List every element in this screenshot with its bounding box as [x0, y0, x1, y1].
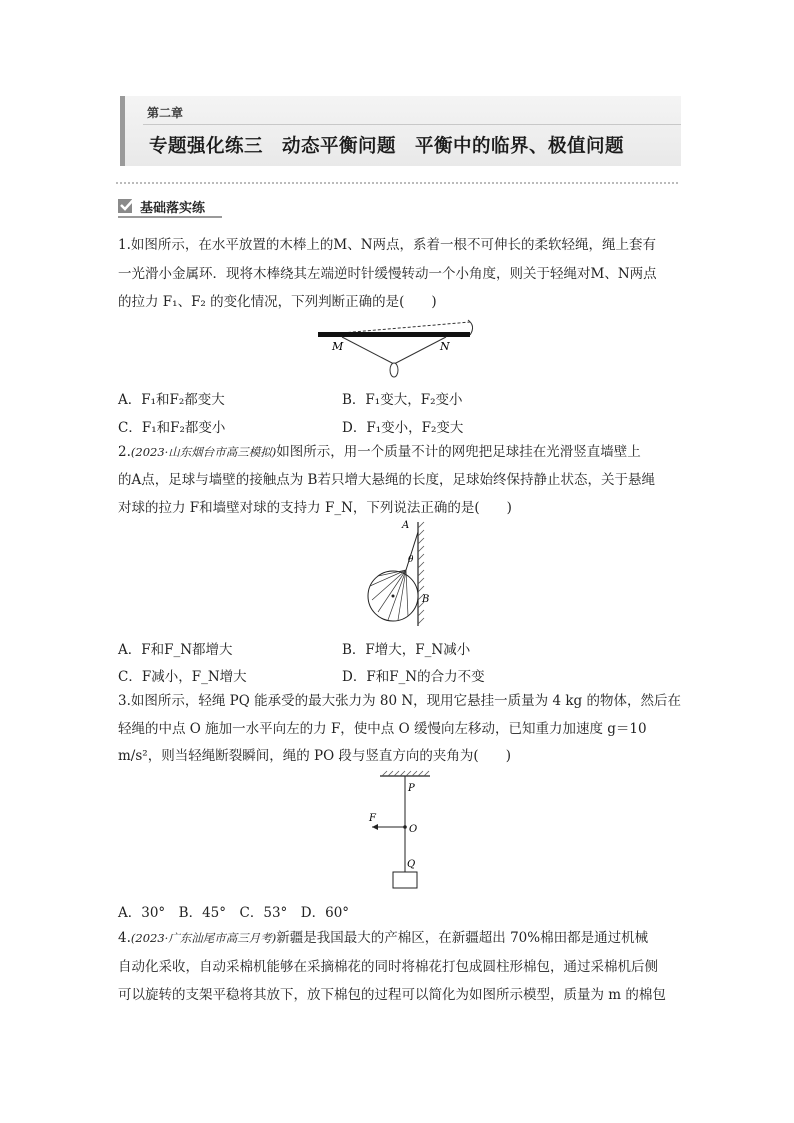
- chapter-label: 第二章: [147, 106, 184, 120]
- label-n: N: [440, 340, 450, 353]
- q1-text-line-3: 的拉力 F₁、F₂ 的变化情况，下列判断正确的是( ): [118, 294, 437, 310]
- q1-figure: [310, 316, 490, 380]
- q3-text-line-3: m/s²，则当轻绳断裂瞬间，绳的 PO 段与竖直方向的夹角为( ): [118, 748, 511, 764]
- section-label: 基础落实练: [140, 201, 206, 216]
- page-title: 专题强化练三 动态平衡问题 平衡中的临界、极值问题: [149, 136, 625, 157]
- q3-text-line-2: 轻绳的中点 O 施加一水平向左的力 F，使中点 O 缓慢向左移动，已知重力加速度 g＝10: [118, 721, 647, 737]
- label-p: P: [408, 783, 415, 794]
- label-o: O: [409, 824, 418, 835]
- ball-center: [392, 595, 395, 598]
- q3-options: A．30° B．45° C．53° D．60°: [118, 905, 350, 921]
- rope-right: [394, 337, 446, 364]
- q2-number: 2.: [118, 444, 131, 460]
- wall-hatching: [418, 522, 424, 624]
- q3-figure: [360, 768, 440, 892]
- section-underline: [118, 216, 222, 218]
- q2-figure: [356, 520, 436, 630]
- label-m: M: [332, 340, 344, 353]
- q4-text-line-1: [118, 929, 678, 947]
- q1-text-line-2: 一光滑小金属环．现将木棒绕其左端逆时针缓慢转动一个小角度，则关于轻绳对M、N两点: [118, 266, 657, 282]
- q2-source: (2023·山东烟台市高三模拟): [130, 445, 277, 459]
- q2-option-d: D．F和F_N的合力不变: [342, 669, 485, 685]
- rope-left: [342, 337, 394, 364]
- wooden-rod: [318, 332, 470, 337]
- chapter-banner: [120, 96, 681, 166]
- q2-text-line-2: 的A点，足球与墙壁的接触点为 B若只增大悬绳的长度，足球始终保持静止状态，关于悬绳: [118, 472, 655, 488]
- q4-text-line-2: 自动化采收，自动采棉机能够在采摘棉花的同时将棉花打包成圆柱形棉包，通过采棉机后侧: [118, 959, 658, 975]
- banner-divider: [143, 124, 681, 125]
- q1-text-line-1: 1.如图所示，在水平放置的木棒上的M、N两点，系着一根不可伸长的柔软轻绳，绳上套有: [118, 237, 657, 253]
- q1-option-a: A．F₁和F₂都变大: [118, 392, 225, 408]
- q1-option-c: C．F₁和F₂都变小: [118, 420, 226, 436]
- ceiling-hatching: [382, 771, 429, 776]
- checkbox-icon: [118, 199, 132, 213]
- q4-source: (2023·广东汕尾市高三月考): [130, 931, 277, 945]
- arrow-head-icon: [372, 824, 378, 830]
- q2-text-line-1: [118, 443, 678, 461]
- q2-text-line-3: 对球的拉力 F和墙壁对球的支持力 F_N，下列说法正确的是( ): [118, 500, 512, 516]
- q2-option-c: C．F减小，F_N增大: [118, 669, 247, 685]
- q4-text-line-3: 可以旋转的支架平稳将其放下，放下棉包的过程可以简化为如图所示模型，质量为 m 的棉包: [118, 987, 666, 1003]
- metal-ring: [390, 363, 398, 377]
- q4-number: 4.: [118, 930, 131, 946]
- q3-text-line-1: 3.如图所示，轻绳 PQ 能承受的最大张力为 80 N，现用它悬挂一质量为 4 kg 的物体，然后在: [118, 693, 681, 709]
- label-f: F: [369, 813, 376, 824]
- dotted-divider: [116, 182, 678, 184]
- label-b: B: [422, 594, 430, 605]
- q1-option-b: B．F₁变大，F₂变小: [342, 392, 463, 408]
- q2-option-b: B．F增大，F_N减小: [342, 642, 471, 658]
- label-a: A: [402, 520, 410, 531]
- q4-text-line-1-rest: 新疆是我国最大的产棉区，在新疆超出 70%棉田都是通过机械: [276, 930, 649, 946]
- hanging-block: [393, 872, 417, 888]
- label-theta: θ: [408, 555, 414, 565]
- q2-option-a: A．F和F_N都增大: [118, 642, 233, 658]
- q2-text-line-1-rest: 如图所示，用一个质量不计的网兜把足球挂在光滑竖直墙壁上: [276, 444, 641, 460]
- label-q: Q: [407, 859, 416, 870]
- q1-option-d: D．F₁变小，F₂变大: [342, 420, 464, 436]
